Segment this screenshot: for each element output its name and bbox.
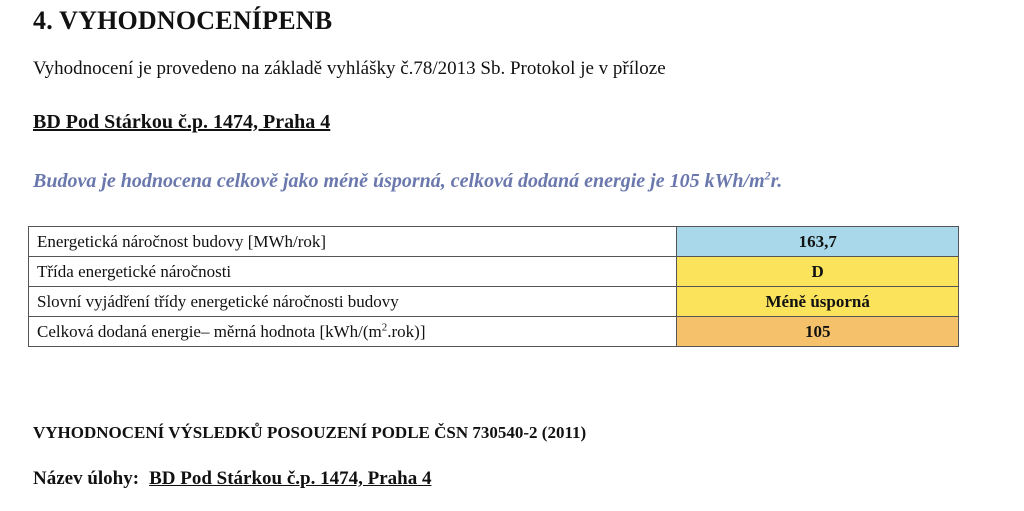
intro-text: Vyhodnocení je provedeno na základě vyhlášky č.78/2013 Sb. Protokol je v příloze: [33, 58, 666, 79]
row-label-main: Celková dodaná energie– měrná hodnota [kWh/(m: [37, 321, 382, 341]
section-heading: 4. VYHODNOCENÍPENB: [33, 6, 333, 35]
task-label: Název úlohy:: [33, 468, 140, 489]
table-row: [29, 287, 959, 317]
row-label: Energetická náročnost budovy [MWh/rok]: [29, 227, 677, 257]
task-value: BD Pod Stárkou č.p. 1474, Praha 4: [149, 468, 432, 489]
row-label-suffix: .rok)]: [387, 321, 426, 341]
row-value: Méně úsporná: [677, 287, 959, 317]
summary-text: [33, 170, 782, 193]
row-label: Slovní vyjádření třídy energetické náročnosti budovy: [29, 287, 677, 317]
row-value: 105: [677, 317, 959, 347]
table-row: [29, 317, 959, 347]
energy-table: [28, 226, 959, 347]
row-label-superscript: 2: [381, 320, 388, 333]
table-row: [29, 227, 959, 257]
summary-superscript: 2: [764, 168, 771, 183]
summary-main: Budova je hodnocena celkově jako méně úsporná, celková dodaná energie je 105 kWh/m: [33, 170, 765, 192]
building-name: BD Pod Stárkou č.p. 1474, Praha 4: [33, 111, 331, 133]
row-label: Třída energetické náročnosti: [29, 257, 677, 287]
task-line: [33, 468, 431, 490]
row-label: [29, 317, 677, 347]
section-subheading: VYHODNOCENÍ VÝSLEDKŮ POSOUZENÍ PODLE ČSN 730540-2 (2011): [33, 423, 587, 442]
row-value: 163,7: [677, 227, 959, 257]
summary-suffix: r.: [770, 170, 783, 192]
table-row: [29, 257, 959, 287]
row-value: D: [677, 257, 959, 287]
